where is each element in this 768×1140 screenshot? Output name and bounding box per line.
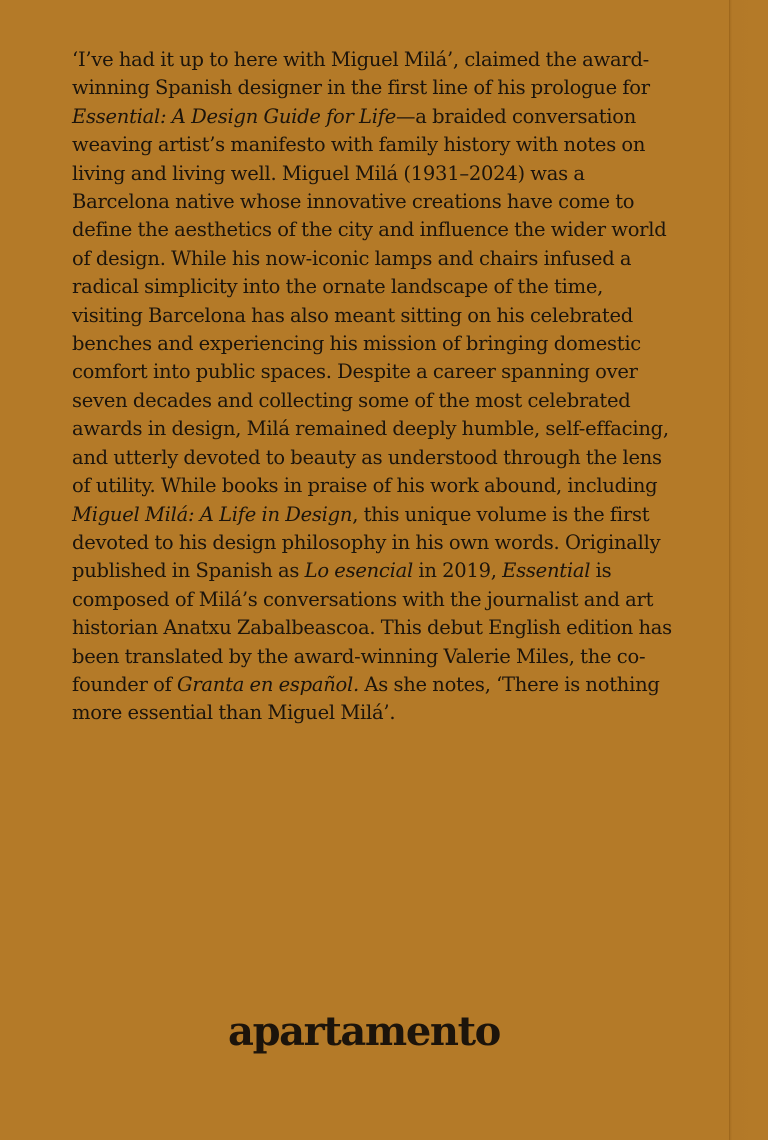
book-title-lo-esencial: Lo esencial [304,559,413,583]
book-title-life-in-design: Miguel Milá: A Life in Design [72,502,353,526]
book-title-essential-full: Essential: A Design Guide for Life [72,104,397,128]
blurb-segment: —a braided conversation weaving artist’s manifesto with family history with notes on living and living well. Miguel Milá (1931–2024) was a Barcelona native whose innovative creations have come to define the aesthetics of the city and influence the wider world of design. While his now-iconic lamps and chairs infused a radical simplicity into the ornate landscape of the time, visiting Barcelona has also meant sitting on his celebrated benches and experiencing his mission of bringing domestic comfort into public spaces. Despite a career spanning over seven decades and collecting some of the most celebrated awards in design, Milá remained deeply humble, self-effacing, and utterly devoted to beauty as understood through the lens of utility. While books in praise of his work abound, including [72,104,669,498]
spine-edge [729,0,768,1140]
blurb-segment: ‘I’ve had it up to here with Miguel Milá’, claimed the award-winning Spanish designer in the first line of his prologue for [72,48,650,100]
blurb-text [72,46,672,728]
book-title-essential: Essential [502,559,591,583]
blurb-segment: in 2019, [412,559,503,583]
blurb-segment: As she notes, ‘There is nothing more essential than Miguel Milá’. [72,672,660,725]
blurb-segment: , this unique volume is the first devoted to his design philosophy in his own words. Originally published in Spanish as [72,502,661,583]
blurb-segment: is composed of Milá’s conversations with the journalist and art historian Anatxu Zabalbeascoa. This debut English edition has been translated by the award-winning Valerie Miles, the co-founder of [72,559,672,696]
publisher-logo: apartamento [228,1008,500,1055]
magazine-title-granta: Granta en español. [177,672,359,696]
